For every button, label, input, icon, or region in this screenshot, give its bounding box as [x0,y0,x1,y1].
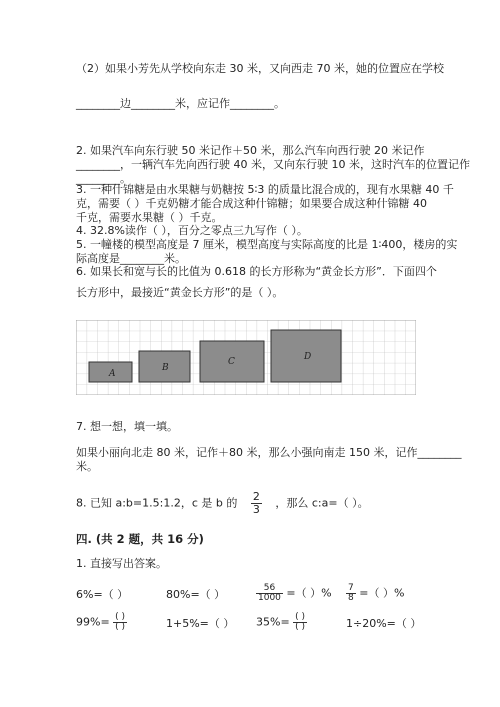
answer-1-plus-5-percent: 1+5%=（ ） [166,617,235,630]
rect-label-b: B [162,363,169,373]
q2-line-2: ________，一辆汽车先向西行驶 40 米，又向东行驶 10 米，这时汽车的位置记作 [76,158,470,171]
section-4-q1: 1. 直接写出答案。 [76,557,167,570]
q4-text: 4. 32.8%读作（ ），百分之零点三九写作（ ）。 [76,224,308,237]
q8-frac-den: 3 [252,503,260,516]
frac-den: 8 [348,593,354,603]
q8-question [76,491,369,516]
q7-line-2: 米。 [76,460,98,473]
q7-line-1: 如果小丽向北走 80 米，记作＋80 米，那么小强向南走 150 米，记作________ [76,446,462,459]
q2-line-3: ________。 [76,172,131,185]
answer-80-percent: 80%=（ ） [166,588,226,601]
q8-pre: 8. 已知 a:b=1.5:1.2，c 是 b 的 [76,496,238,510]
answer-suffix: =（ ）% [286,586,332,600]
q3-line-2: 克，需要（ ）千克奶糖才能合成这种什锦糖；如果要合成这种什锦糖 40 [76,197,427,210]
q3-line-3: 千克，需要水果糖（ ）千克。 [76,211,223,224]
frac-den: ( ) [115,622,126,632]
answer-prefix: 99%= [76,615,110,629]
frac-num: ( ) [115,612,126,622]
frac-blank [113,613,127,632]
q8-frac-num: 2 [252,490,260,503]
grid-svg [76,320,416,395]
q6-line-2: 长方形中，最接近“黄金长方形”的是（ ）。 [76,286,284,299]
q3-line-1: 3. 一种什锦糖是由水果糖与奶糖按 5∶3 的质量比混合成的，现有水果糖 40 千 [76,183,454,196]
frac-den: ( ) [295,622,306,632]
frac-den: 1000 [258,593,281,603]
q5-line-1: 5. 一幢楼的模型高度是 7 厘米，模型高度与实际高度的比是 1∶400，楼房的实 [76,238,458,251]
frac-num: ( ) [295,612,306,622]
rectangle-grid-figure [76,320,416,395]
q8-fraction [251,491,262,516]
q8-post: ，那么 c:a=（ ）。 [275,496,369,510]
rect-label-d: D [304,352,312,362]
q5-line-2: 际高度是________米。 [76,252,186,265]
q7-title: 7. 想一想，填一填。 [76,420,178,433]
q6-line-1: 6. 如果长和宽与长的比值为 0.618 的长方形称为“黄金长方形”．下面四个 [76,265,437,278]
frac-num: 56 [256,584,283,594]
answer-1-div-20-percent: 1÷20%=（ ） [346,617,422,630]
answer-7-over-8 [346,584,404,603]
frac-num: 7 [348,583,354,593]
rect-label-a: A [109,369,116,379]
answer-56-over-1000 [256,584,332,603]
frac-56-1000 [256,584,283,603]
answer-suffix: =（ ）% [359,586,405,600]
rect-label-c: C [228,357,235,367]
frac-7-8 [346,584,356,603]
q2-sub-blanks: ________边________米，应记作________。 [76,97,285,110]
frac-blank [293,613,307,632]
q2-sub-question: （2）如果小芳先从学校向东走 30 米，又向西走 70 米，她的位置应在学校 [76,62,444,75]
q2-line-1: 2. 如果汽车向东行驶 50 米记作＋50 米，那么汽车向西行驶 20 米记作 [76,144,425,157]
answer-35-percent [256,613,307,632]
answer-6-percent: 6%=（ ） [76,588,129,601]
answer-prefix: 35%= [256,615,290,629]
answer-99-percent [76,613,127,632]
section-4-heading: 四. (共 2 题，共 16 分) [76,532,204,546]
